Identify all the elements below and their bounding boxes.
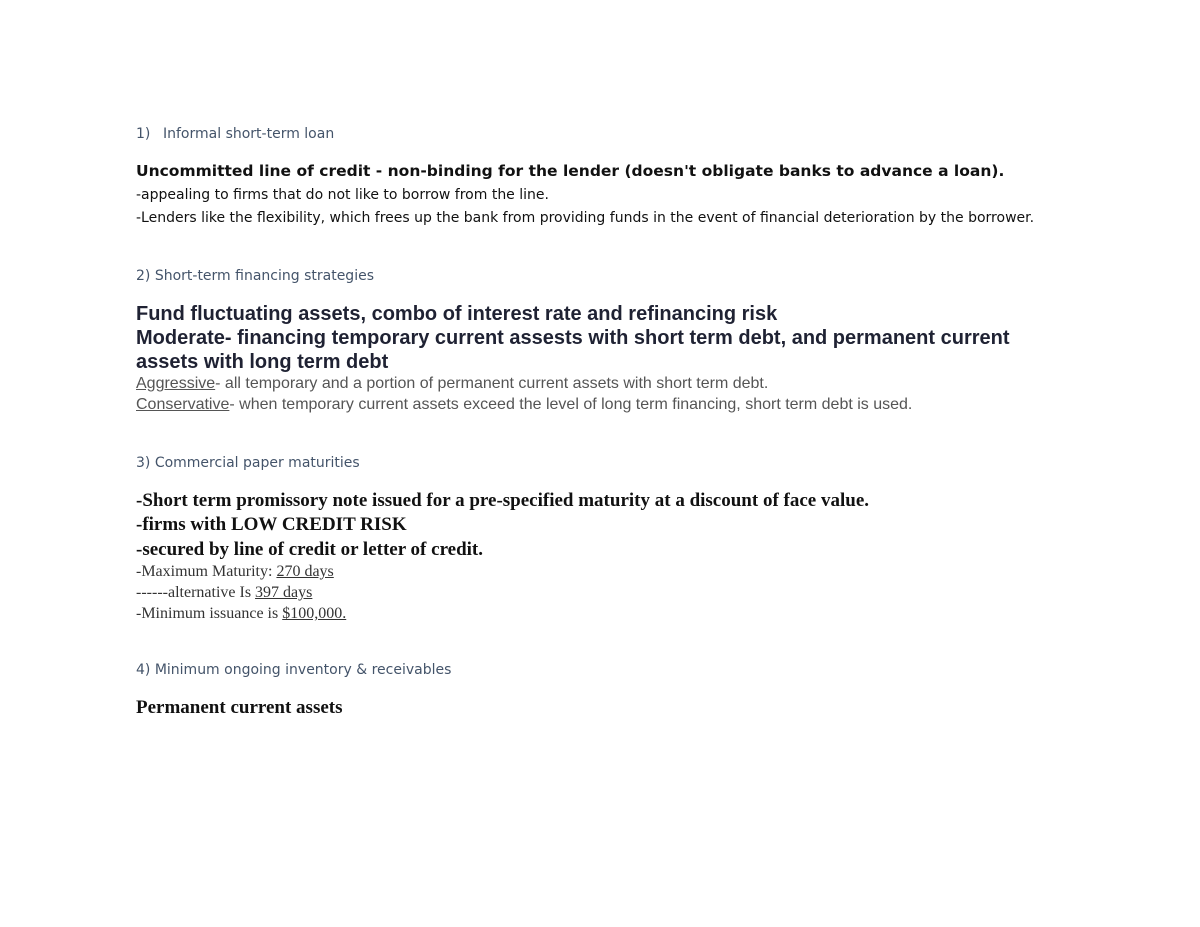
section-4-answer: Permanent current assets — [136, 697, 343, 718]
section-3-bold-line-3: -secured by line of credit or letter of credit. — [136, 539, 484, 560]
fact-maximum-maturity-label: -Maximum Maturity: — [136, 563, 277, 580]
section-2-bold-line-3: assets with long term debt — [136, 351, 389, 373]
section-4-heading: 4) Minimum ongoing inventory & receivables — [136, 662, 452, 678]
fact-minimum-issuance — [136, 605, 346, 623]
fact-alternative-label: ------alternative Is — [136, 584, 256, 601]
section-2-bold-line-1: Fund fluctuating assets, combo of interest rate and refinancing risk — [136, 303, 778, 325]
fact-maximum-maturity — [136, 563, 334, 581]
term-aggressive-text: - all temporary and a portion of permanent current assets with short term debt. — [215, 375, 769, 392]
term-aggressive: Aggressive — [136, 375, 216, 392]
section-3-bold-line-2: -firms with LOW CREDIT RISK — [136, 514, 407, 535]
section-1-title: Informal short-term loan — [163, 126, 335, 142]
section-1-line-2: -Lenders like the flexibility, which frees up the bank from providing funds in the event of financial deterioration by the borrower. — [136, 210, 1035, 226]
section-2-item-aggressive — [136, 375, 768, 393]
fact-minimum-issuance-value: $100,000. — [282, 605, 347, 622]
fact-alternative-value: 397 days — [255, 584, 313, 601]
section-3-heading: 3) Commercial paper maturities — [136, 455, 360, 471]
section-2-bold-line-2: Moderate- financing temporary current assests with short term debt, and permanent current — [136, 327, 1010, 349]
fact-minimum-issuance-label: -Minimum issuance is — [136, 605, 283, 622]
section-3-bold-line-1: -Short term promissory note issued for a pre-specified maturity at a discount of face value. — [136, 490, 870, 511]
fact-maximum-maturity-value: 270 days — [276, 563, 334, 580]
term-conservative: Conservative — [136, 396, 230, 413]
section-1-number: 1) — [136, 126, 151, 142]
section-1-line-1: -appealing to firms that do not like to borrow from the line. — [136, 187, 549, 203]
section-1-heading — [136, 126, 334, 142]
section-2-item-conservative — [136, 396, 912, 414]
section-2-heading: 2) Short-term financing strategies — [136, 268, 374, 284]
section-1-bold-line: Uncommitted line of credit - non-binding for the lender (doesn't obligate banks to advance a loan). — [136, 162, 1005, 180]
term-conservative-text: - when temporary current assets exceed the level of long term financing, short term debt is used. — [229, 396, 913, 413]
fact-alternative — [136, 584, 312, 602]
